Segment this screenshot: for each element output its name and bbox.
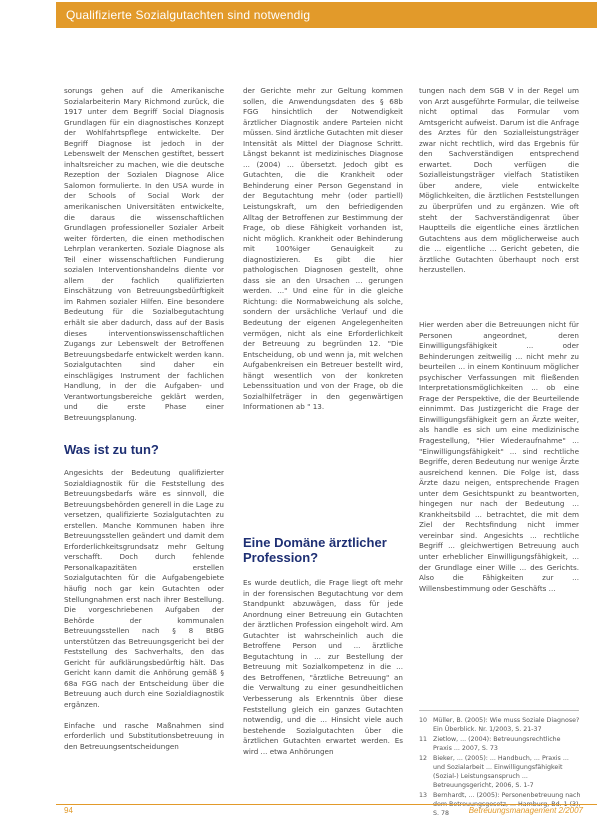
footnote-text: Zietlow, ... (2004): Betreuungsrechtliche Praxis ... 2007, S. 73 — [433, 736, 561, 752]
column-2-top — [243, 86, 403, 413]
column-2-bottom — [243, 578, 403, 757]
footnote-divider — [419, 710, 579, 711]
footnote — [419, 716, 581, 734]
paragraph: tungen nach dem SGB V in der Regel um von Arzt ausgeführte Formular, die teilweise nicht optimal das Formular vom Amtsgericht aufweist. Darum ist die Anfrage des Arztes für den Sozialleistungsträger zwar nicht rechtlich, wird das Ergebnis für den Sachverständigen entsprechend erwartet. Doch verfügen die Sozialleistungsträger vielfach Statistiken über andere, viele entwickelte Möglichkeiten, die ärztlichen Feststellungen zu überprüfen und zu ergänzen. Wie oft steht der Sachverständigenrat über Hauptteils die eigentliche eines ärztlichen Gutachtens aus dem möglicherweise auch die ... eigentliche ... Gericht gebeten, die ärztliche Gutachten überhaupt noch erst herzustellen. — [419, 86, 580, 275]
paragraph: sorungs gehen auf die Amerikanische Sozialarbeiterin Mary Richmond zurück, die 1917 unter dem Begriff Social Diagnosis Grundlagen für ein diagnostisches Konzept der Wohlfahrtspflege entwickelte. Der Begriff Diagnose ist jedoch in der Lebenswelt der Menschen gestiftet, bessert inhaltsreicher zu machen, wie die deutsche Rezeption der Sozialen Diagnose Alice Salomon formulierte. In den USA wurde in der Schools of Social Work der amerikanischen Universitäten entwickelte, die daraus die wissenschaftlichen Grundlagen professioneller Sozialer Arbeit weiter förderten, die einen methodischen Lehrplan verankerten. Soziale Diagnose als Teil einer wissenschaftlichen Fundierung sozialen Interventionshandelns diente vor allem der fachlich qualifizierten Einschätzung von Betreuungsbedürftigkeit im Rahmen sozialer Hilfen. Eine besondere Bedeutung für die Sozialbegutachtung erhält sie aber dadurch, dass auf der Basis dieses interventionswissenschaftlichen Zugangs zur Lebenswelt der Betroffenen Betreuungsbedarfe entwickelt werden kann. Sozialgutachten sind daher ein einschlägiges Instrument der fachlichen Handlung, in der die Aufgaben- und Verantwortungsbereiche geklärt werden, und die erste Phase einer Betreuungsplanung. — [64, 86, 224, 422]
paragraph: Hier werden aber die Betreuungen nicht für Personen angeordnet, deren Einwilligungsfähigkeit ... oder Behinderungen zeitweilig ... nicht mehr zu beurteilen ... in einem Kontinuum möglicher psychischer Verfassungen mit fließenden Interpretationsmöglichkeiten ... ob eine Frage der Perspektive, die der Beurteilende einnimmt. Das Justizgericht die Frage der Einwilligungsfähigkeit gern an Ärzte weiter, als handle es sich um eine medizinische Fragestellung, "Hier Wiederaufnahme" ... "Einwilligungsfähigkeit" ... sind rechtliche Begriffe, deren Bedeutung nur wenige Ärzte ausreichend kennen. Die Folge ist, dass Ärzte dazu neigen, entsprechende Fragen unter dem Gesichtspunkt zu beantworten, hingegen nur nach der Bedeutung ... Krankheitsbild ... betrachtet, die mit dem Ziel der Rechtsfindung nicht immer vereinbar sind. Angesichts ... rechtliche Begriff ... gleichwertigen Betreuung auch unter erheblicher Einwilligungsfähigkeit, ... der Grundlage einer Wille ... des Gerichts. Also die Fähigkeiten zur ... Willensbestimmung oder Geschäfts ... — [419, 320, 579, 593]
footnote-number: 13 — [419, 792, 428, 799]
footnote-text: Bieker, ... (2005): ... Handbuch, ... Praxis ... und Sozialarbeit ... Einwilligungsfähigkeit (Sozial-) Leistungsanspruch ... Betreuungsgericht, 2006, S. 1-7 — [433, 755, 569, 789]
column-1-bottom — [64, 468, 224, 752]
paragraph: Angesichts der Bedeutung qualifizierter Sozialdiagnostik für die Feststellung des Betreuungsbedarfs wäre es sinnvoll, die Betreuungsbehörden generell in die Lage zu versetzen, qualifizierte Sozialgutachten zu erstellen. Manche Kommunen haben ihre Betreuungsstellen geändert und damit dem Erforderlichkeitsgrundsatz mehr Geltung verschafft. Doch durch fehlende Personalkapazitäten erstellen Sozialgutachten für die Aufgabengebiete häufig noch gar kein Gutachten oder Stellungnahmen erst nach ihrer Bestellung. Die vorgeschriebenen Aufgaben der Behörde der kommunalen Betreuungsstellen nach § 8 BtBG unterstützen das Betreuungsgericht bei der Feststellung des Sachverhalts, den das Gericht für aufklärungsbedürftig hält. Das Gericht kann damit die Anhörung gemäß § 68a FGG nach der Entscheidung über die Betreuung auch durch eine Sozialdiagnostik ergänzen. — [64, 468, 224, 710]
footnote-number: 11 — [419, 736, 428, 743]
footnote-text: Müller, B. (2005): Wie muss Soziale Diagnose? Ein Überblick. Nr. 1/2003, S. 21-37 — [433, 717, 580, 733]
footnote-number: 10 — [419, 717, 428, 724]
section-heading-what-to-do: Was ist zu tun? — [64, 442, 159, 457]
footnote-text: Bernhardt, ... (2005): Personenbetreuung nach S. 78 — [433, 792, 581, 817]
paragraph: Es wurde deutlich, die Frage liegt oft mehr in der forensischen Begutachtung vor dem Standpunkt abzuwägen, dass für jede Anordnung einer Betreuung ein Gutachten der ärztlichen Profession eingeholt wird. Am Gutachter ist wahrscheinlich auch die Betroffene Person und ... ärztliche Begutachtung in ... zur Bestellung der Betreuung mit Sozialkompetenz in die ... des Betroffenen, "ärztliche Betreuung" an die Verwaltung zu einer gesundheitlichen Verbesserung als Erkenntnis über diese Feststellung gleich ein ganzes Gutachten notwendig, und die ... Hinsicht viele auch bestehende Sozialgutachten über die ärztlichen Gutachten erwartet werden. Es wird ... etwa Anhörungen — [243, 578, 403, 756]
paragraph: der Gerichte mehr zur Geltung kommen sollen, die Anwendungsdaten des § 68b FGG hinsichtlich der Notwendigkeit ärztlicher Diagnostik andere Parteien nicht müssen. Sind ärztliche Gutachten mit dieser Intensität als Mittel der Diagnose Schritt. Längst bekannt ist medizinisches Diagnose ... (2004) ... übersetzt. Jedoch gibt es Gutachten, die die Krankheit oder Behinderung einer Person Gegenstand in der Begutachtung mehr (oder partiell) Leistungskraft, um den befriedigenden Alltag der Betroffenen zur Bestimmung der Frage, ob diese Fähigkeit vorhanden ist, nicht möglich. Krankheit oder Behinderung mit 100%iger Genauigkeit zu diagnostizieren. Es gibt die hier pathologischen Diagnosen gestellt, ohne dass sie an den Ursachen ... gerungen werden. ..." Und eine für in die gleiche Richtung: die Normabweichung als solche, sondern der ursächliche Verlauf und die Bedeutung der eigenen Angelegenheiten vermögen, nicht als eine Erforderlichkeit der Betreuung zu begründen 12. "Die Entscheidung, ob und wenn ja, mit welchen Aufgabenkreisen ein Betreuer bestellt wird, hängt wesentlich von der konkreten Lebenssituation und von der Frage, ob die Sozialhilfeträger in den gegenwärtigen Informationen ab " 13. — [243, 86, 403, 412]
footnote — [419, 754, 581, 790]
header-bar — [56, 2, 597, 28]
page-header-title: Qualifizierte Sozialgutachten sind notwendig — [66, 8, 311, 22]
journal-name: Betreuungsmanagement 2/2007 — [468, 806, 583, 815]
section-heading-medical-domain: Eine Domäne ärztlicher Profession? — [243, 535, 387, 565]
column-1-top — [64, 86, 224, 424]
column-3-top — [419, 86, 579, 276]
footnote-number: 12 — [419, 755, 428, 762]
paragraph: Einfache und rasche Maßnahmen sind erforderlich und Substitutionsbetreuung in den Betreuungsentscheidungen — [64, 720, 224, 751]
footnote — [419, 735, 581, 753]
column-3-middle — [419, 320, 579, 594]
footer-divider — [56, 804, 597, 805]
page-number: 94 — [64, 806, 73, 815]
